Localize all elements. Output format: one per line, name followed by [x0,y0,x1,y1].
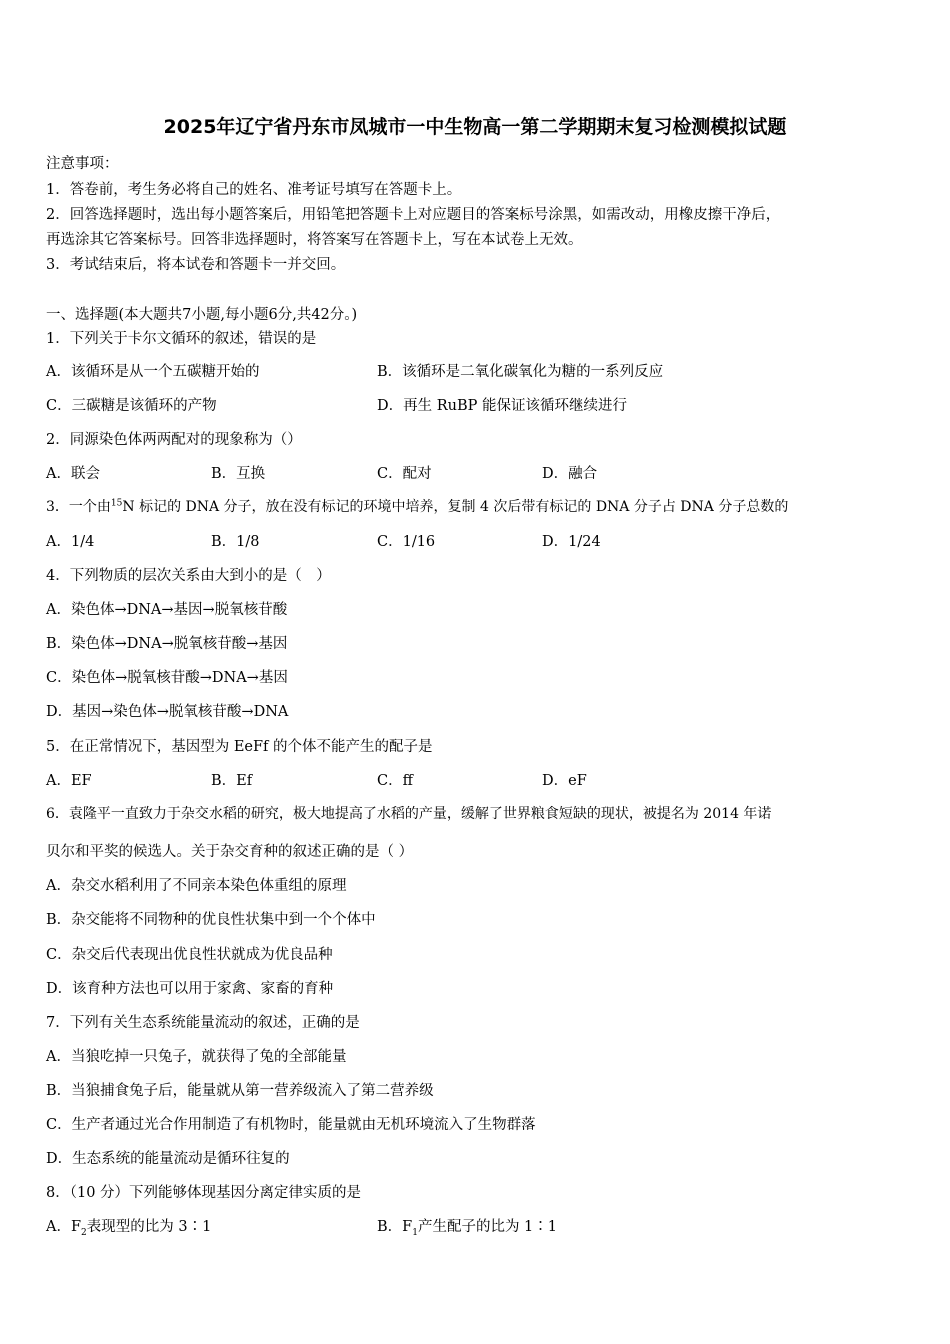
question-stem: 5．在正常情况下，基因型为 EeFf 的个体不能产生的配子是 [46,739,433,755]
option-c: C．ff [377,773,413,789]
notice-item: 1．答卷前，考生务必将自己的姓名、准考证号填写在答题卡上。 [46,182,462,198]
notice-heading: 注意事项： [46,156,119,172]
isotope-mass-number: 15 [110,498,123,509]
section-heading: 一、选择题(本大题共7小题,每小题6分,共42分。) [46,307,358,323]
question-stem [46,496,788,516]
option-b: B．杂交能将不同物种的优良性状集中到一个个体中 [46,912,376,928]
option-b: B．染色体→DNA→脱氧核苷酸→基因 [46,636,288,652]
option-c: C．1/16 [377,534,436,550]
question-stem: 7．下列有关生态系统能量流动的叙述，正确的是 [46,1015,360,1031]
generation-subscript: 1 [412,1227,418,1238]
option-a: A．杂交水稻利用了不同亲本染色体重组的原理 [46,878,347,894]
option-b [377,1215,557,1238]
stem-prefix: 3．一个由 [46,499,111,515]
option-a-text: 表现型的比为 3∶1 [86,1219,212,1235]
option-d: D．基因→染色体→脱氧核苷酸→DNA [46,704,289,720]
option-b-prefix: B．F [377,1219,413,1235]
stem-body: N 标记的 DNA 分子，放在没有标记的环境中培养，复制 4 次后带有标记的 DNA 分子占 DNA 分子总数的 [122,499,789,515]
option-d: D．融合 [542,466,598,482]
notice-item: 再选涂其它答案标号。回答非选择题时，将答案写在答题卡上，写在本试卷上无效。 [46,232,583,248]
option-a: A．当狼吃掉一只兔子，就获得了兔的全部能量 [46,1049,347,1065]
option-c: C．染色体→脱氧核苷酸→DNA→基因 [46,670,288,686]
option-b-text: 产生配子的比为 1∶1 [417,1219,558,1235]
option-d: D．生态系统的能量流动是循环往复的 [46,1151,290,1167]
option-b: B．当狼捕食兔子后，能量就从第一营养级流入了第二营养级 [46,1083,434,1099]
option-a: A．联会 [46,466,100,482]
option-a [46,1215,211,1238]
option-c: C．杂交后代表现出优良性状就成为优良品种 [46,947,333,963]
question-stem: 2．同源染色体两两配对的现象称为（） [46,432,302,448]
option-d: D．eF [542,773,587,789]
option-c: C．三碳糖是该循环的产物 [46,398,217,414]
option-d: D．1/24 [542,534,601,550]
question-stem: 4．下列物质的层次关系由大到小的是（ ） [46,568,331,584]
option-c: C．生产者通过光合作用制造了有机物时，能量就由无机环境流入了生物群落 [46,1117,536,1133]
option-a: A．该循环是从一个五碳糖开始的 [46,364,260,380]
option-b: B．Ef [211,773,253,789]
notice-item: 3．考试结束后，将本试卷和答题卡一并交回。 [46,257,346,273]
generation-subscript: 2 [81,1227,87,1238]
option-a-prefix: A．F [46,1219,82,1235]
page-title: 2025年辽宁省丹东市凤城市一中生物高一第二学期期末复习检测模拟试题 [163,116,787,138]
option-d: D．再生 RuBP 能保证该循环继续进行 [377,398,628,414]
option-d: D．该育种方法也可以用于家禽、家畜的育种 [46,981,334,997]
question-stem-cont: 贝尔和平奖的候选人。关于杂交育种的叙述正确的是（ ） [46,844,414,860]
option-b: B．该循环是二氧化碳氧化为糖的一系列反应 [377,364,664,380]
option-a: A．染色体→DNA→基因→脱氧核苷酸 [46,602,288,618]
option-c: C．配对 [377,466,432,482]
question-stem: 1．下列关于卡尔文循环的叙述，错误的是 [46,331,317,347]
option-a: A．1/4 [46,534,95,550]
option-b: B．互换 [211,466,266,482]
option-a: A．EF [46,773,92,789]
option-b: B．1/8 [211,534,260,550]
notice-item: 2．回答选择题时，选出每小题答案后，用铅笔把答题卡上对应题目的答案标号涂黑，如需改动，用橡皮擦干净后， [46,207,781,223]
question-stem: 6．袁隆平一直致力于杂交水稻的研究，极大地提高了水稻的产量，缓解了世界粮食短缺的现状，被提名为 2014 年诺 [46,806,772,822]
question-stem: 8．（10 分）下列能够体现基因分离定律实质的是 [46,1185,362,1201]
